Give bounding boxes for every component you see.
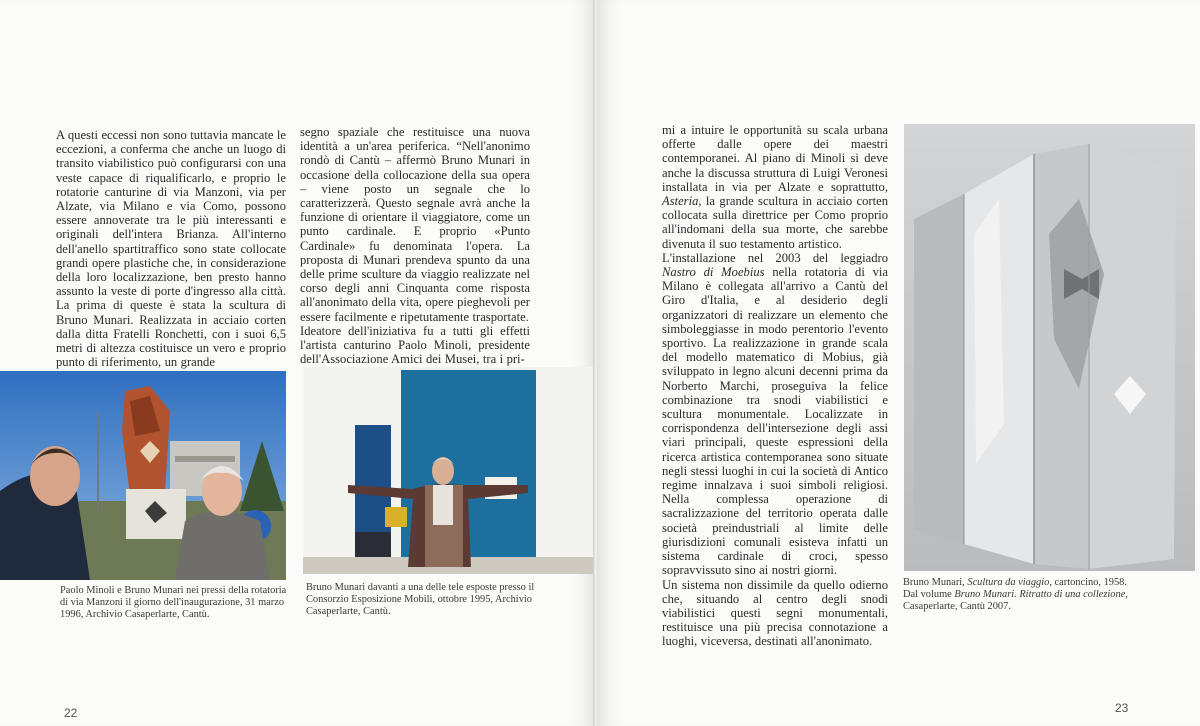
paragraph: A questi eccessi non sono tuttavia mancate le eccezioni, a conferma che anche un luogo di transito viabilistico può configurarsi con una veste capace di riqualificarlo, e proprio le rotatorie canturine di via Manzoni, via per Alzate, via Milano e via Como, possono essere annoverate tra le più interessanti e originali dell'intera Brianza. All'interno dell'anello spartitraffico sono state collocate grandi opere plastiche che, in considerazione della loro localizzazione, ben presto hanno assunto la veste di porte d'ingresso alla città. La prima di queste è stata la scultura di Bruno Munari. Realizzata in acciaio corten dalla ditta Fratelli Ronchetti, con i suoi 6,5 metri di altezza costituisce un vero e proprio punto di riferimento, un grande (56, 128, 286, 370)
photo-illustration (303, 367, 593, 574)
caption-photo-1: Paolo Minoli e Bruno Munari nei pressi della rotatoria di via Manzoni il giorno dell'inaugurazione, 31 marzo 1996, Archivio Casaperlarte, Cantù. (60, 585, 287, 621)
paragraph: Ideatore dell'iniziativa fu a tutti gli effetti l'artista canturino Paolo Minoli, presidente dell'Associazione Amici dei Musei, tra i pri- (300, 323, 530, 367)
photo-illustration (904, 124, 1195, 571)
page-number: 23 (1115, 701, 1129, 715)
page-number: 22 (64, 706, 78, 720)
photo-munari-canvas (303, 367, 593, 574)
paragraph: L'installazione nel 2003 del leggiadro Nastro di Moebius nella rotatoria di via Milano è collegata all'arrivo a Cantù del Giro d'Italia, e al desiderio degli organizzatori di realizzare un elemento che simboleggiasse in modo perentorio l'evento sportivo. La realizzazione in grande scala del modello matematico di Mobius, già sviluppato in legno alcuni decenni prima da Norberto Marchi, proseguiva la felice combinazione tra snodi viabilistici e scultura monumentale. Localizzate in corrispondenza dell'intersezione degli assi viari principali, queste espressioni della ricerca artistica contemporanea sono situate negli stessi luoghi in cui la società di Antico regime innalzava i suoi simboli religiosi. Nella complessa operazione di sacralizzazione del territorio operata dalle società preindustriali al limite delle giurisdizioni comunali esisteva infatti un sistema cardinale di croci, spesso sopravvissuto sino ai nostri giorni. (662, 250, 888, 578)
paragraph: Un sistema non dissimile da quello odierno che, situando al centro degli snodi viabilistici questi segni monumentali, restituisce una più precisa connotazione a luoghi, viceversa, destinati all'anonimato. (662, 577, 888, 649)
photo-illustration (0, 371, 286, 580)
text-column-2 (300, 125, 530, 366)
paragraph: mi a intuire le opportunità su scala urbana offerte dalle opere dei maestri contemporanei. Al piano di Minoli si deve anche la discussa struttura di Luigi Veronesi installata in via per Alzate e soprattutto, Asteria, la grande scultura in acciaio corten collocata sulla direttrice per Como proprio all'indomani della sua morte, che sarebbe divenuta il suo testamento artistico. (662, 123, 888, 251)
caption-photo-2: Bruno Munari davanti a una delle tele esposte presso il Consorzio Esposizione Mobili, ottobre 1995, Archivio Casaperlarte, Cantù. (306, 582, 535, 618)
caption-photo-3: Bruno Munari, Scultura da viaggio, cartoncino, 1958. Dal volume Bruno Munari. Ritratto di una collezione, Casaperlarte, Cantù 2007. (903, 577, 1128, 613)
paragraph: segno spaziale che restituisce una nuova identità a un'area periferica. “Nell'anonimo rondò di Cantù – affermò Bruno Munari in occasione della collocazione della sua opera – viene posto un segnale che lo caratterizzerà. Questo segnale avrà anche la funzione di orientare il viaggiatore, come un punto cardinale. E proprio «Punto Cardinale» fu denominata l'opera. La proposta di Munari prendeva spunto da una delle prime sculture da viaggio realizzate nel corso degli anni Cinquanta come risposta all'anonimato della vita, opere pieghevoli per essere facilmente e ripetutamente trasportate. (300, 125, 530, 324)
text-column-3 (662, 123, 888, 649)
left-page (0, 0, 594, 726)
text-column-1 (56, 128, 286, 369)
photo-minoli-munari (0, 371, 286, 580)
right-page (598, 0, 1200, 726)
photo-scultura-da-viaggio (904, 124, 1195, 571)
